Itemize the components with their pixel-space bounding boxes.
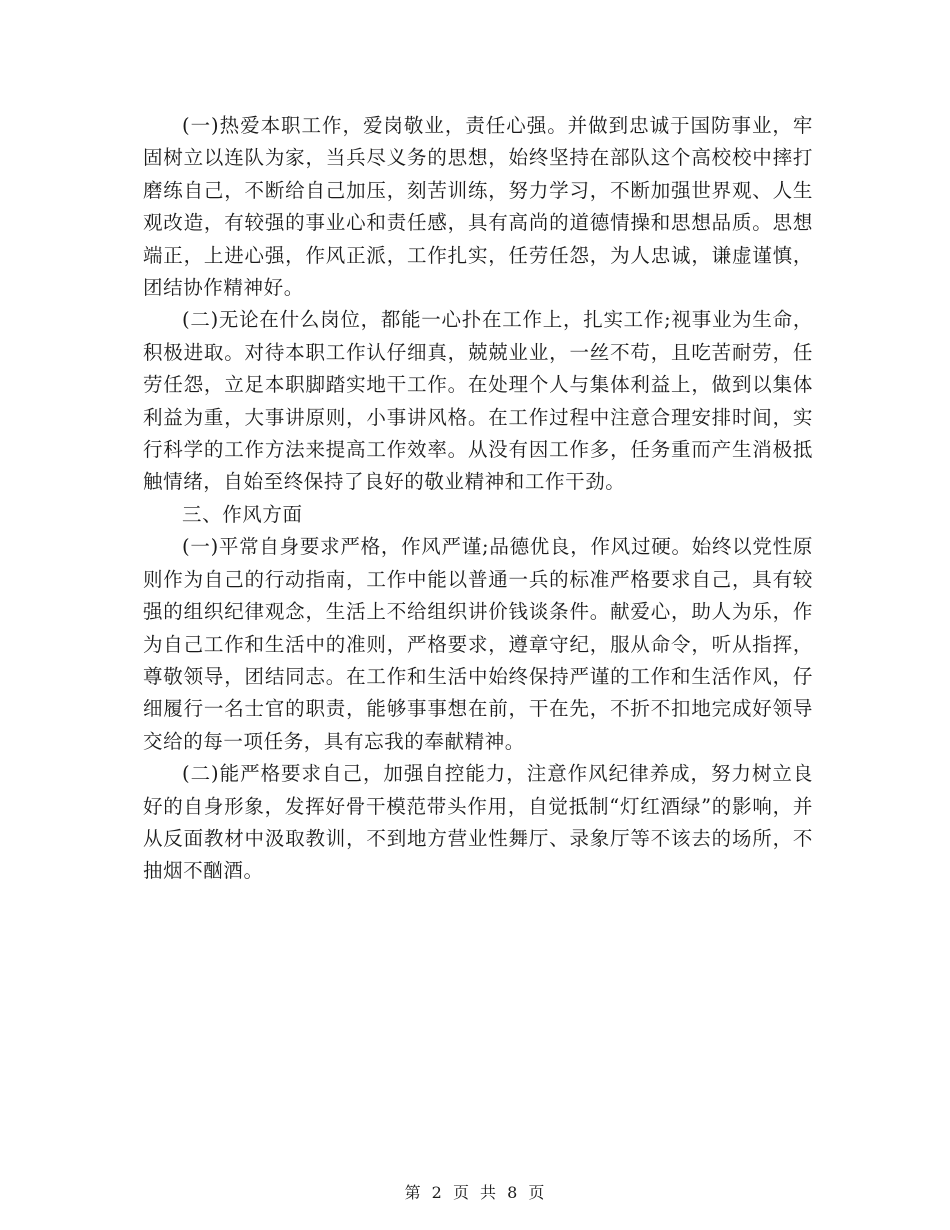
section-heading: 三、作风方面 [182, 502, 303, 526]
page-number-footer: 第 2 页 共 8 页 [404, 1183, 546, 1202]
paragraph-strict-self: (一)平常自身要求严格，作风严谨;品德优良，作风过硬。始终以党性原则作为自己的行动指南，工作中能以普通一兵的标准严格要求自己，具有较强的组织纪律观念，生活上不给组织讲价钱谈条件。献爱心，助人为乐，作为自己工作和生活中的准则，严格要求，遵章守纪，服从命令，听从指挥，尊敬领导，团结同志。在工作和生活中始终保持严谨的工作和生活作风，仔细履行一名士官的职责，能够事事想在前，干在先，不折不扣地完成好领导交给的每一项任务，具有忘我的奉献精神。 [143, 535, 813, 753]
paragraph-dedication: (一)热爱本职工作，爱岗敬业，责任心强。并做到忠诚于国防事业，牢固树立以连队为家，当兵尽义务的思想，始终坚持在部队这个高校校中摔打磨练自己，不断给自己加压，刻苦训练，努力学习，不断加强世界观、人生观改造，有较强的事业心和责任感，具有高尚的道德情操和思想品质。思想端正，上进心强，作风正派，工作扎实，任劳任怨，为人忠诚，谦虚谨慎，团结协作精神好。 [143, 114, 813, 300]
paragraph-work-attitude: (二)无论在什么岗位，都能一心扑在工作上，扎实工作;视事业为生命，积极进取。对待本职工作认仔细真，兢兢业业，一丝不苟，且吃苦耐劳，任劳任怨，立足本职脚踏实地干工作。在处理个人与集体利益上，做到以集体利益为重，大事讲原则，小事讲风格。在工作过程中注意合理安排时间，实行科学的工作方法来提高工作效率。从没有因工作多，任务重而产生消极抵触情绪，自始至终保持了良好的敬业精神和工作干劲。 [143, 308, 813, 494]
paragraph-self-control: (二)能严格要求自己，加强自控能力，注意作风纪律养成，努力树立良好的自身形象，发挥好骨干模范带头作用，自觉抵制“灯红酒绿”的影响，并从反面教材中汲取教训，不到地方营业性舞厅、录象厅等不该去的场所，不抽烟不酗酒。 [143, 762, 813, 883]
document-body [143, 110, 813, 888]
